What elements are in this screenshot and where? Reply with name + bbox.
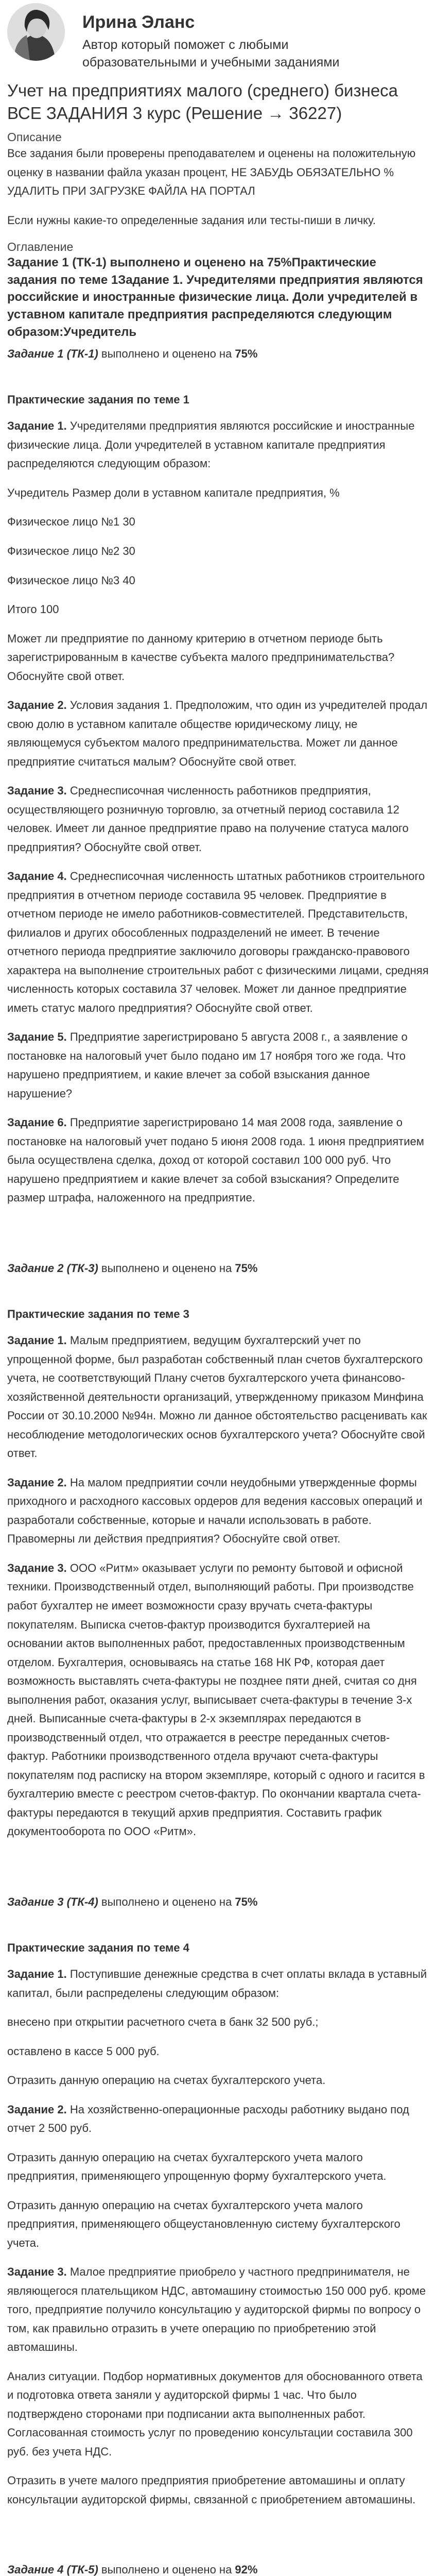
task-spacer — [7, 1841, 429, 1879]
task-paragraph — [7, 2100, 429, 2138]
task-paragraph — [7, 867, 429, 1018]
task-paragraph-label: Задание 3. — [7, 2265, 67, 2279]
task-paragraph — [7, 513, 429, 532]
task-group-heading: Практические задания по теме 3 — [7, 1308, 189, 1321]
task-paragraph — [7, 2263, 429, 2357]
task-paragraph-label: Задание 4. — [7, 870, 67, 883]
description-text: Все задания были проверены преподавателем и оценены на положительную оценку в названии файла указан процент, НЕ ЗАБУДЬ ОБЯЗАТЕЛЬНО % УДАЛИТЬ ПРИ ЗАГРУЗКЕ ФАЙЛА НА ПОРТАЛ — [7, 147, 416, 198]
task-heading-text: выполнено и оценено на — [98, 1261, 235, 1275]
task-paragraph-text: Предприятие зарегистрировано 14 мая 2008 года, заявление о постановке на налоговый учет подано 5 июня 2008 года. 1 июня предприятием была осуществлена сделка, доход от которой составил 100 000 руб. Что нарушено предприятием и какие влечет за собой взыскания? Определите размер штрафа, наложенного на предприятие. — [7, 1116, 424, 1205]
description-heading: Описание — [7, 130, 62, 144]
task-heading-title: Задание 3 (ТК-4) — [7, 1895, 98, 1908]
task-paragraph-label: Задание 1. — [7, 419, 67, 433]
task-heading-score: 75% — [235, 347, 258, 361]
task-paragraph-label: Задание 2. — [7, 1476, 67, 1489]
task-paragraph — [7, 2367, 429, 2462]
task-paragraph-label: Задание 3. — [7, 784, 67, 798]
task-paragraph-label: Задание 1. — [7, 1334, 67, 1347]
task-paragraph-text: Среднесписочная численность штатных работников строительного предприятия в отчетном периоде составила 95 человек. Предприятие в отчетном периоде не имело работников-совместителей. Представительств, филиалов и других обособленных подразделений не имеет. В течение отчетного периода предприятие заключило договоры гражданско-правового характера на выполнение строительных работ с физическими лицами, средняя численность которых составила 37 человек. Может ли данное предприятие иметь статус малого предприятия? Обоснуйте свой ответ. — [7, 870, 429, 1014]
task-paragraph — [7, 2471, 429, 2509]
task-paragraph-text: ООО «Ритм» оказывает услуги по ремонту бытовой и офисной техники. Производственный отдел, выполняющий работы. При производстве работ бухгалтер не имеет возможности сразу вручать счета-фактуры покупателям. Выписка счетов-фактур производится бухгалтерией на основании актов выполненных работ, предоставленных производственным отделом. Бухгалтерия, основываясь на статье 168 НК РФ, которая дает возможность выставлять счета-фактуры не позднее пяти дней, считая со дня выполнения работ, оказания услуг, выписывает счета-фактуры в течение 3-х дней. Выписанные счета-фактуры в 2-х экземплярах передаются в производственный отдел, что отражается в реестре переданных счетов-фактур. Работники производственного отдела вручают счета-фактуры покупателям под расписку на втором экземпляре, который с одного и гасится в бухгалтерию вместе с реестром счетов-фактур. По окончании квартала счета-фактуры передаются в текущий архив предприятия. Составить график документооборота по ООО «Ритм». — [7, 1561, 425, 1838]
task-paragraph — [7, 1965, 429, 2003]
task-paragraph — [7, 484, 429, 503]
task-heading-text: выполнено и оценено на — [98, 1895, 235, 1908]
task-paragraph — [7, 696, 429, 771]
task-paragraph — [7, 2071, 429, 2090]
task-group-heading: Практические задания по теме 4 — [7, 1941, 189, 1954]
task-paragraph-label: Задание 2. — [7, 699, 67, 712]
task-paragraph — [7, 2042, 429, 2061]
task-paragraph — [7, 1113, 429, 1208]
task-paragraph-text: Отразить данную операцию на счетах бухгалтерского учета малого предприятия, применяющего упрощенную форму бухгалтерского учета. — [7, 2150, 387, 2183]
tasks-container — [7, 345, 429, 2576]
task-paragraph-text: Может ли предприятие по данному критерию в отчетном периоде быть зарегистрированным в качестве субъекта малого предпринимательства? Обоснуйте свой ответ. — [7, 632, 395, 683]
task-paragraph-label: Задание 2. — [7, 2103, 67, 2116]
task-paragraph-text: Отразить в учете малого предприятия приобретение автомашины и оплату консультации аудиторской фирмы, связанной с приобретением автомашины. — [7, 2474, 416, 2506]
task-heading-score: 92% — [235, 2563, 258, 2576]
task-paragraph-label: Задание 1. — [7, 1967, 67, 1980]
task-heading-title: Задание 4 (ТК-5) — [7, 2563, 98, 2576]
task-paragraph-label: Задание 6. — [7, 1116, 67, 1129]
task-paragraph — [7, 1559, 429, 1841]
task-paragraph — [7, 1473, 429, 1549]
task-paragraph — [7, 2196, 429, 2253]
task-paragraph-text: Отразить данную операцию на счетах бухгалтерского учета малого предприятия, применяющего общеустановленную систему бухгалтерского учета. — [7, 2198, 400, 2249]
task-paragraph-text: внесено при открытии расчетного счета в банк 32 500 руб.; — [7, 2015, 319, 2029]
work-title: Учет на предприятиях малого (среднего) бизнеса ВСЕ ЗАДАНИЯ 3 курс (Решение → 36227) — [7, 81, 398, 123]
task-paragraph-text: Условия задания 1. Предположим, что один из учредителей продал свою долю в уставном капитале обществе юридическому лицу, не являющемуся субъектом малого предпринимательства. Может ли данное предприятие считаться малым? Обоснуйте свой ответ. — [7, 699, 428, 768]
task-heading-text: выполнено и оценено на — [98, 347, 235, 361]
task-paragraph-text: Среднесписочная численность работников предприятия, осуществляющего розничную торговлю, за отчетный период составила 12 человек. Имеет ли данное предприятие право на получение статуса малого предприятия? Обоснуйте свой ответ. — [7, 784, 409, 854]
author-info — [82, 3, 360, 72]
task-paragraph-text: Предприятие зарегистрировано 5 августа 2008 г., а заявление о постановке на налоговый учет было подано им 17 ноября того же года. Что нарушено предприятием, и какие влечет за собой взыскания данное нарушение? — [7, 1030, 408, 1100]
task-heading — [7, 1259, 429, 1278]
task-paragraph-text: Учредитель Размер доли в уставном капитале предприятия, % — [7, 486, 340, 499]
task-paragraph-text: Малым предприятием, ведущим бухгалтерский учет по упрощенной форме, был разработан собственный план счетов бухгалтерского учета, не соответствующий Плану счетов бухгалтерского учета финансово-хозяйственной деятельности организаций, утвержденному приказом Минфина России от 30.10.2000 №94н. Можно ли данное обстоятельство расценивать как несоблюдение методологических основ бухгалтерского учета? Обоснуйте свой ответ. — [7, 1334, 427, 1460]
task-paragraph-text: На малом предприятии сочли неудобными утвержденные формы приходного и расходного кассовых ордеров для ведения кассовых операций и разработали собственные, которые и начали использовать в работе. Правомерны ли действия предприятия? Обоснуйте свой ответ. — [7, 1476, 423, 1546]
task-paragraph-text: Физическое лицо №1 30 — [7, 515, 135, 529]
task-paragraph — [7, 417, 429, 473]
author-name[interactable]: Ирина Эланс — [82, 12, 195, 32]
task-paragraph-text: Поступившие денежные средства в счет оплаты вклада в уставный капитал, были распределены следующим образом: — [7, 1967, 427, 1999]
author-avatar[interactable] — [7, 3, 65, 61]
task-heading — [7, 2561, 429, 2576]
task-paragraph-text: Анализ ситуации. Подбор нормативных документов для обоснованного ответа и подготовка ответа заняли у аудиторской фирмы 1 час. Что было подтверждено сторонами при подписании акта выполненных работ. Согласованная стоимость услуг по проведению консультации составила 300 руб. без учета НДС. — [7, 2369, 423, 2458]
task-paragraph-text: Итого 100 — [7, 603, 59, 616]
toc-text: Задание 1 (ТК-1) выполнено и оценено на 75%Практические задания по теме 1Задание 1. Учредителями предприятия являются российские и иностранные физические лица. Доли учредителей в уставном капитале предприятия распределяются следующим образом:Учредитель — [7, 256, 423, 339]
task-paragraph — [7, 630, 429, 686]
task-paragraph-text: Отразить данную операцию на счетах бухгалтерского учета. — [7, 2074, 326, 2087]
task-spacer — [7, 1208, 429, 1246]
task-paragraph-text: Физическое лицо №2 30 — [7, 545, 135, 557]
task-paragraph — [7, 1331, 429, 1463]
task-paragraph — [7, 600, 429, 619]
task-paragraph-text: Учредителями предприятия являются российские и иностранные физические лица. Доли учредителей в уставном капитале предприятия распределяются следующим образом: — [7, 419, 415, 470]
task-spacer — [7, 2509, 429, 2547]
avatar-image-icon — [7, 3, 65, 61]
task-heading-text: выполнено и оценено на — [98, 2563, 235, 2576]
author-description: Автор который поможет с любыми образовательными и учебными заданиями — [82, 38, 340, 70]
task-paragraph-text: оставлено в кассе 5 000 руб. — [7, 2044, 160, 2058]
task-paragraph-text: Физическое лицо №3 40 — [7, 573, 135, 587]
task-paragraph — [7, 2148, 429, 2186]
task-paragraph-label: Задание 3. — [7, 1561, 67, 1574]
task-paragraph — [7, 2013, 429, 2032]
task-paragraph — [7, 571, 429, 590]
task-paragraph-text: На хозяйственно-операционные расходы работнику выдано под отчет 2 500 руб. — [7, 2103, 409, 2135]
task-paragraph-label: Задание 5. — [7, 1030, 67, 1044]
task-heading-score: 75% — [235, 1261, 258, 1275]
task-paragraph — [7, 542, 429, 561]
task-heading-title: Задание 2 (ТК-3) — [7, 1261, 98, 1275]
toc-heading: Оглавление — [7, 240, 74, 254]
task-heading — [7, 1893, 429, 1911]
task-heading — [7, 345, 429, 363]
task-paragraph — [7, 782, 429, 857]
author-block — [7, 0, 429, 70]
task-heading-title: Задание 1 (ТК-1) — [7, 347, 98, 361]
description-note: Если нужны какие-то определенные задания или тесты-пиши в личку. — [7, 213, 376, 227]
task-paragraph-text: Малое предприятие приобрело у частного предпринимателя, не являющегося плательщиком НДС, автомашину стоимостью 150 000 руб. кроме того, предприятие получило консультацию у аудиторской фирмы по вопросу о том, как правильно отразить в учете операцию по приобретению этой автомашины. — [7, 2265, 426, 2354]
task-paragraph — [7, 1028, 429, 1103]
task-group-heading: Практические задания по теме 1 — [7, 393, 189, 406]
task-heading-score: 75% — [235, 1895, 258, 1908]
